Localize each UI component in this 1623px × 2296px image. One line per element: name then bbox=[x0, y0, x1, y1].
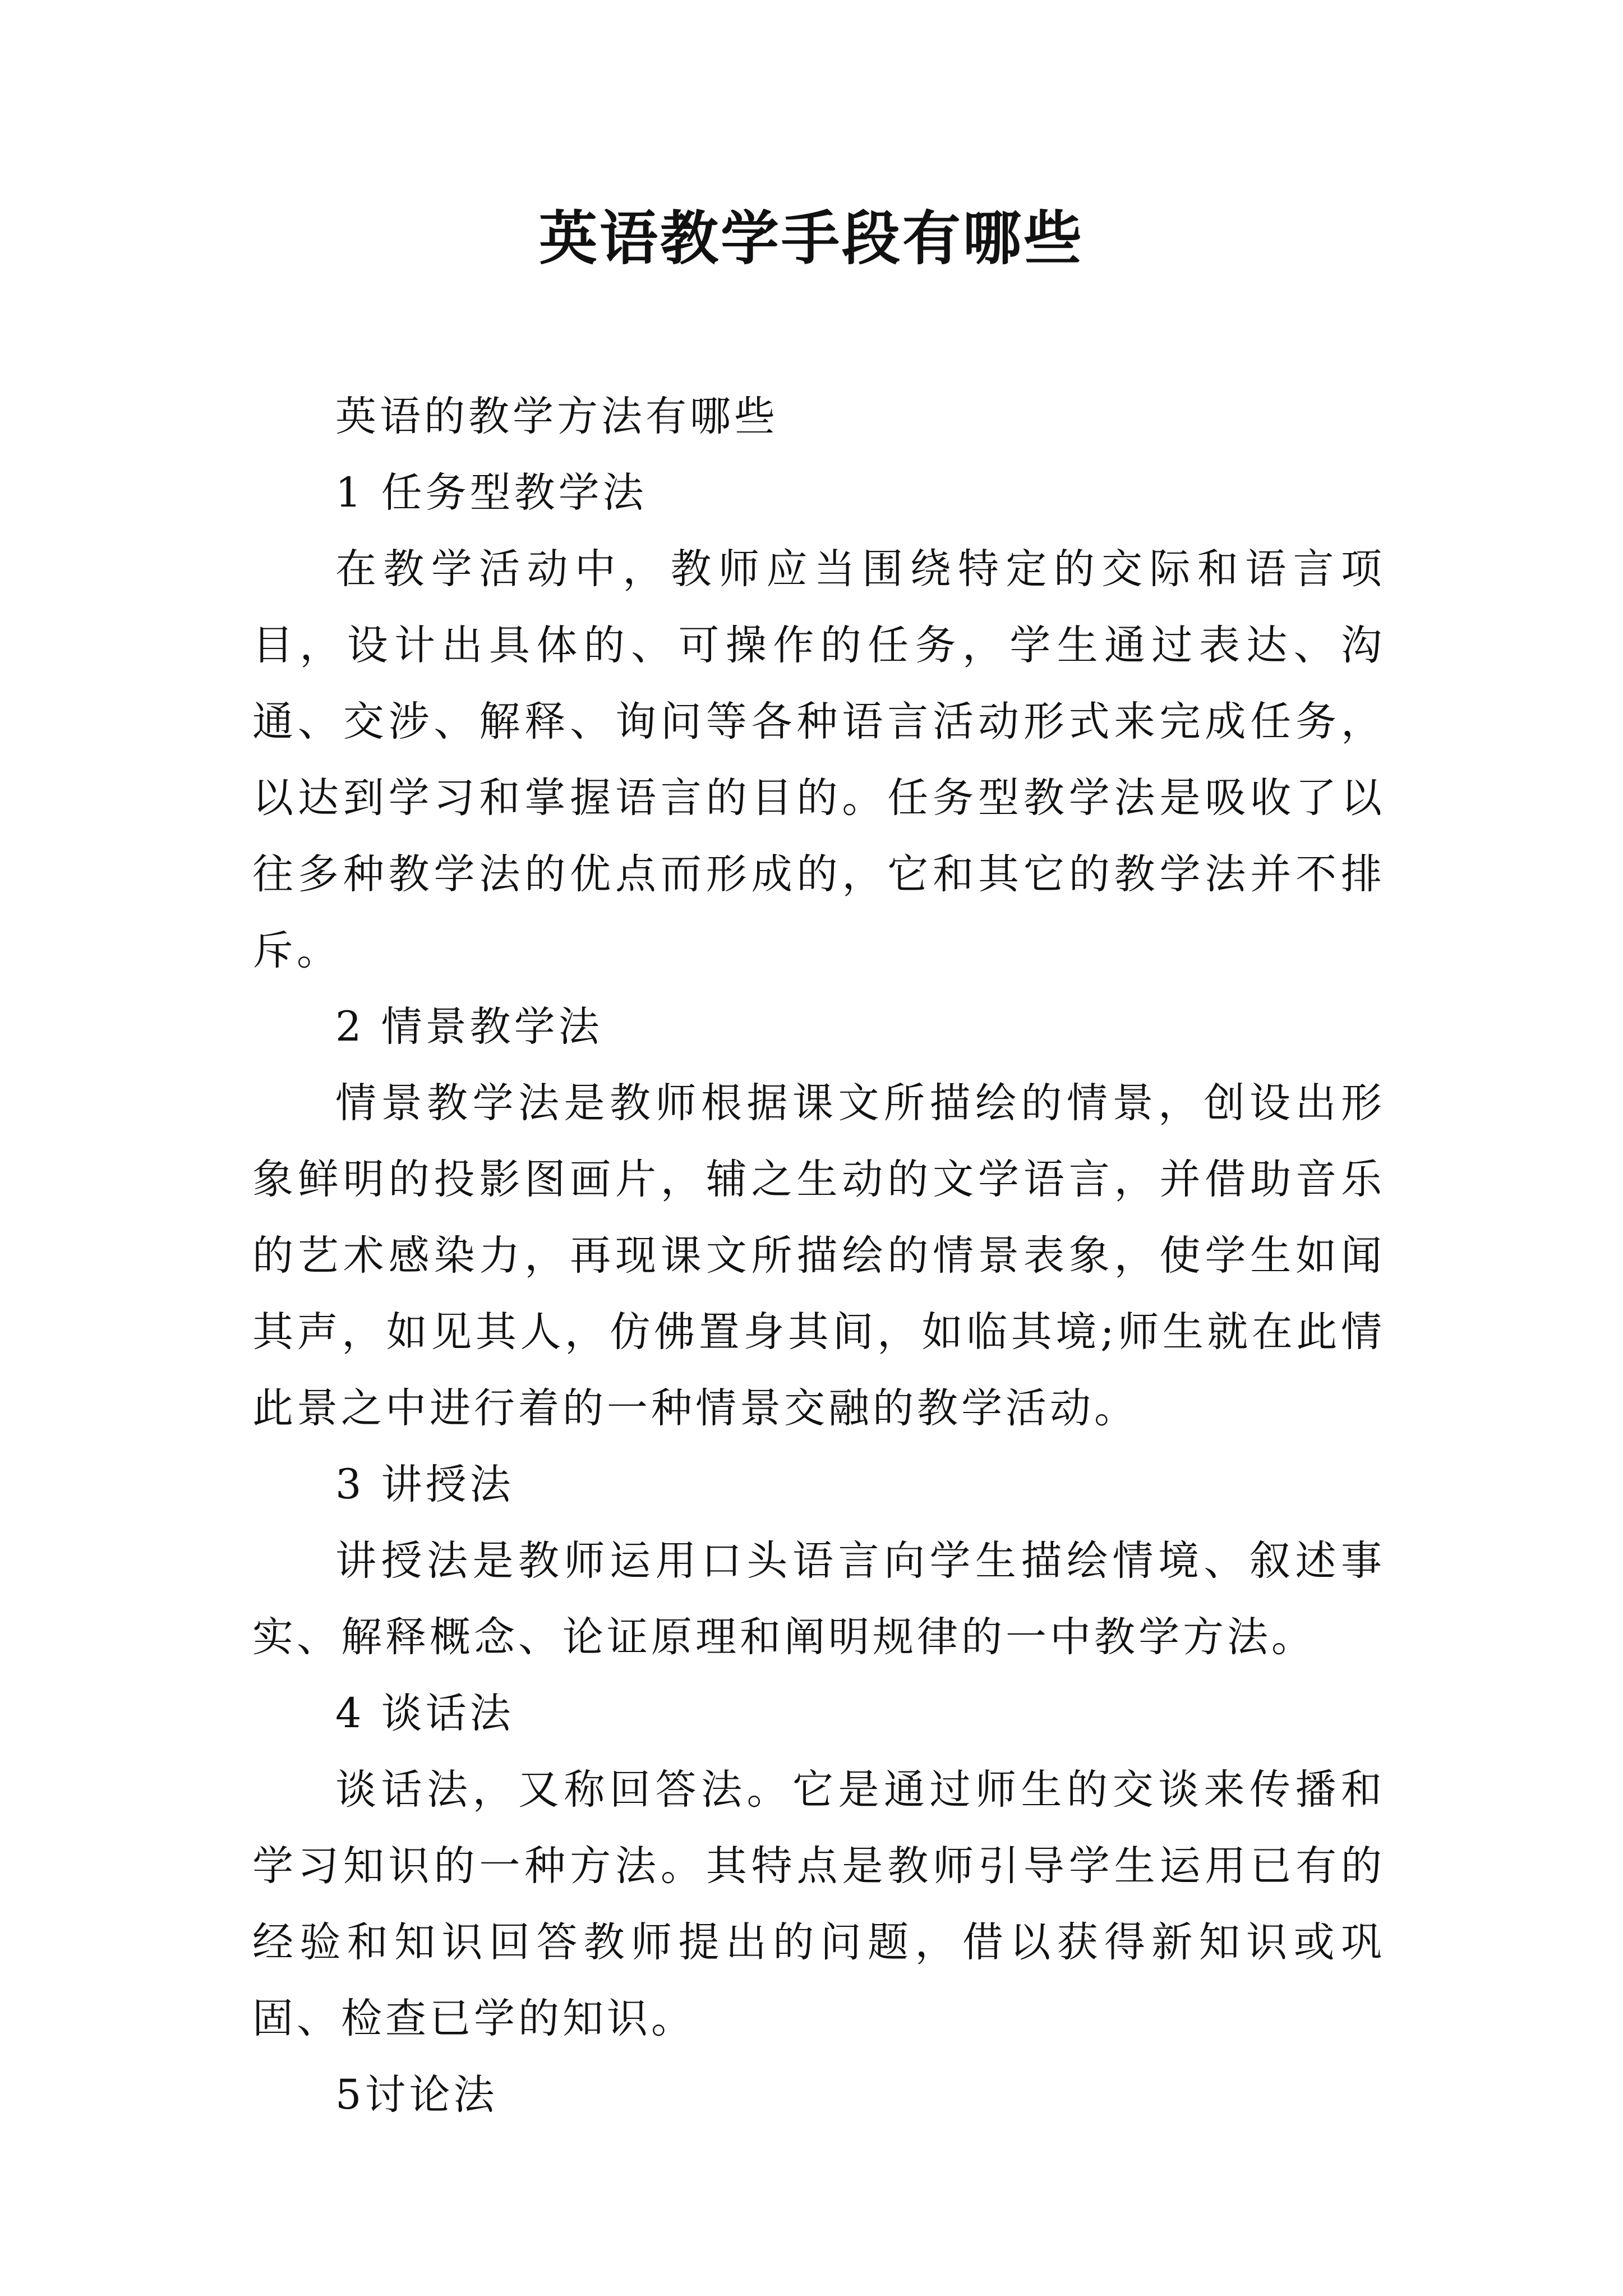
section-intro-heading: 英语的教学方法有哪些 bbox=[335, 393, 778, 440]
section-heading-2: 2 情景教学法 bbox=[335, 1003, 603, 1051]
section-heading-4: 4 谈话法 bbox=[335, 1690, 514, 1737]
document-body bbox=[252, 379, 1385, 2133]
section-heading-3: 3 讲授法 bbox=[335, 1461, 514, 1508]
paragraph-4: 谈话法，又称回答法。它是通过师生的交谈来传播和学习知识的一种方法。其特点是教师引导学生运用已有的经验和知识回答教师提出的问题，借以获得新知识或巩固、检查已学的知识。 bbox=[252, 1766, 1385, 2042]
paragraph-3: 讲授法是教师运用口头语言向学生描绘情境、叙述事实、解释概念、论证原理和阐明规律的一中教学方法。 bbox=[252, 1537, 1385, 1661]
section-heading-1: 1 任务型教学法 bbox=[335, 469, 647, 517]
section-heading-5: 5讨论法 bbox=[335, 2071, 498, 2119]
document-title: 英语教学手段有哪些 bbox=[538, 204, 1084, 273]
paragraph-2: 情景教学法是教师根据课文所描绘的情景，创设出形象鲜明的投影图画片，辅之生动的文学语言，并借助音乐的艺术感染力，再现课文所描绘的情景表象，使学生如闻其声，如见其人，仿佛置身其间，如临其境;师生就在此情此景之中进行着的一种情景交融的教学活动。 bbox=[252, 1079, 1385, 1432]
paragraph-1: 在教学活动中，教师应当围绕特定的交际和语言项目，设计出具体的、可操作的任务，学生通过表达、沟通、交涉、解释、询问等各种语言活动形式来完成任务，以达到学习和掌握语言的目的。任务型教学法是吸收了以往多种教学法的优点而形成的，它和其它的教学法并不排斥。 bbox=[252, 545, 1385, 974]
